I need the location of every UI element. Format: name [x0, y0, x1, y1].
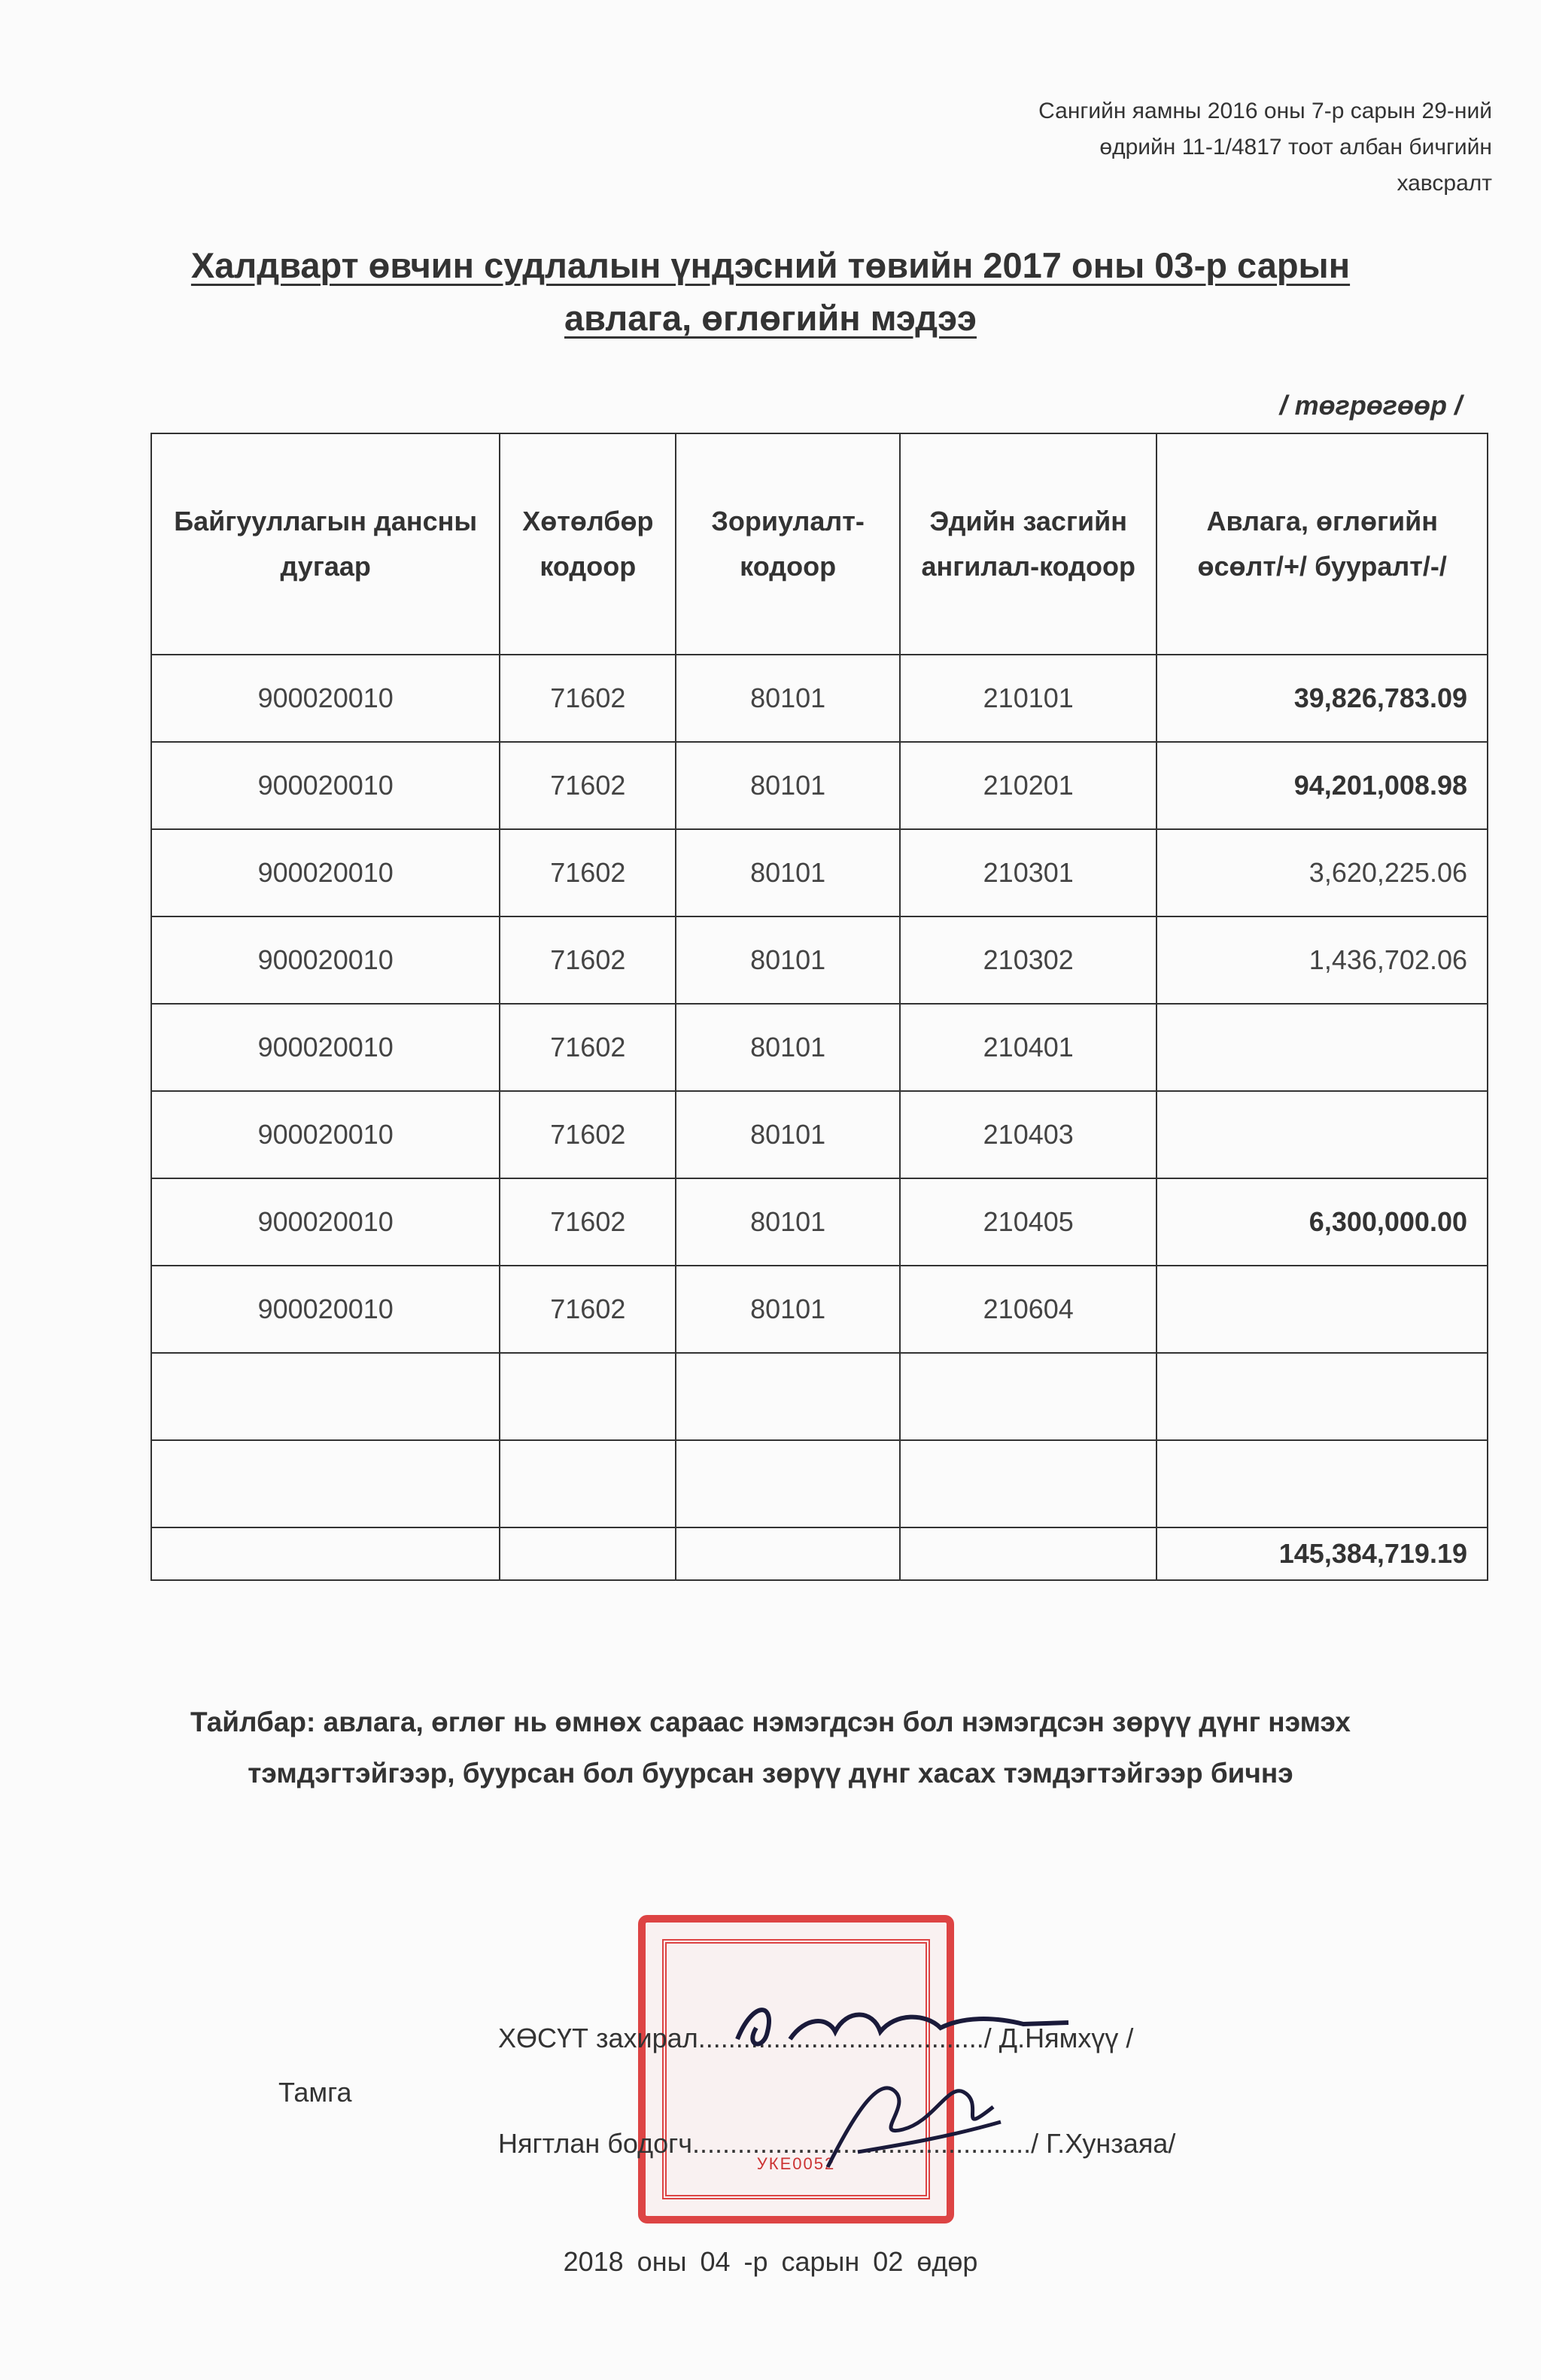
cell-purpose — [676, 1440, 900, 1527]
cell-amount — [1157, 1266, 1488, 1353]
stamp-code: УКЕ0052 — [756, 2154, 836, 2173]
cell-account: 900020010 — [151, 1178, 500, 1266]
cell-purpose — [676, 1353, 900, 1440]
cell-account — [151, 1440, 500, 1527]
cell-amount — [1157, 1440, 1488, 1527]
cell-purpose: 80101 — [676, 742, 900, 829]
table-row — [151, 742, 1488, 829]
cell-purpose: 80101 — [676, 1004, 900, 1091]
note-line-2: тэмдэгтэйгээр, буурсан бол буурсан зөрүү дүнг хасах тэмдэгтэйгээр бичнэ — [248, 1758, 1293, 1789]
cell-amount: 6,300,000.00 — [1157, 1178, 1488, 1266]
total-empty-cell — [500, 1527, 676, 1580]
total-amount: 145,384,719.19 — [1157, 1527, 1488, 1580]
cell-amount: 3,620,225.06 — [1157, 829, 1488, 916]
cell-econ: 210201 — [900, 742, 1157, 829]
cell-program: 71602 — [500, 1091, 676, 1178]
cell-amount — [1157, 1004, 1488, 1091]
cell-purpose: 80101 — [676, 829, 900, 916]
total-empty-cell — [151, 1527, 500, 1580]
total-empty-cell — [676, 1527, 900, 1580]
table-row — [151, 1266, 1488, 1353]
cell-econ: 210401 — [900, 1004, 1157, 1091]
unit-label: / төгрөгөөр / — [1279, 390, 1462, 421]
table-row — [151, 1004, 1488, 1091]
reference-note — [1038, 93, 1492, 202]
table-row — [151, 655, 1488, 742]
table-row — [151, 1440, 1488, 1527]
stamp-label: Тамга — [278, 2077, 352, 2108]
cell-program: 71602 — [500, 1004, 676, 1091]
header-amount: Авлага, өглөгийн өсөлт/+/ бууралт/-/ — [1157, 433, 1488, 655]
cell-amount: 94,201,008.98 — [1157, 742, 1488, 829]
cell-program: 71602 — [500, 1266, 676, 1353]
director-signature — [722, 1986, 1084, 2069]
total-empty-cell — [900, 1527, 1157, 1580]
table-row — [151, 829, 1488, 916]
cell-econ: 210302 — [900, 916, 1157, 1004]
accountant-signature-line: Нягтлан бодогч............................................./ Г.Хунзаяа/ — [498, 2128, 1176, 2159]
table-row — [151, 1353, 1488, 1440]
cell-program: 71602 — [500, 655, 676, 742]
reference-line-3: хавсралт — [1397, 171, 1492, 196]
cell-account — [151, 1353, 500, 1440]
cell-econ — [900, 1440, 1157, 1527]
cell-purpose: 80101 — [676, 1266, 900, 1353]
cell-econ: 210301 — [900, 829, 1157, 916]
header-purpose: Зориулалт-кодоор — [676, 433, 900, 655]
receivables-table — [150, 433, 1488, 1581]
cell-program — [500, 1353, 676, 1440]
cell-purpose: 80101 — [676, 916, 900, 1004]
title-line-2: авлага, өглөгийн мэдээ — [564, 298, 977, 338]
total-row — [151, 1527, 1488, 1580]
cell-amount — [1157, 1353, 1488, 1440]
explanation-note — [0, 1697, 1541, 1799]
note-line-1: Тайлбар: авлага, өглөг нь өмнөх сараас нэмэгдсэн бол нэмэгдсэн зөрүү дүнг нэмэх — [190, 1707, 1351, 1737]
cell-account: 900020010 — [151, 655, 500, 742]
cell-program — [500, 1440, 676, 1527]
cell-program: 71602 — [500, 829, 676, 916]
cell-purpose: 80101 — [676, 1091, 900, 1178]
table-row — [151, 1178, 1488, 1266]
cell-account: 900020010 — [151, 1004, 500, 1091]
cell-account: 900020010 — [151, 1091, 500, 1178]
table-row — [151, 916, 1488, 1004]
accountant-signature — [813, 2062, 1023, 2182]
cell-econ: 210405 — [900, 1178, 1157, 1266]
director-signature-line: ХӨСҮТ захирал....................................../ Д.Нямхүү / — [498, 2023, 1134, 2053]
title-line-1: Халдварт өвчин судлалын үндэсний төвийн 2017 оны 03-р сарын — [190, 245, 1351, 285]
header-program: Хөтөлбөр кодоор — [500, 433, 676, 655]
cell-purpose: 80101 — [676, 655, 900, 742]
cell-purpose: 80101 — [676, 1178, 900, 1266]
reference-line-1: Сангийн яамны 2016 оны 7-р сарын 29-ний — [1038, 99, 1492, 123]
cell-amount: 1,436,702.06 — [1157, 916, 1488, 1004]
cell-econ: 210403 — [900, 1091, 1157, 1178]
document-date: 2018 оны 04 -р сарын 02 өдөр — [563, 2246, 978, 2277]
cell-amount: 39,826,783.09 — [1157, 655, 1488, 742]
cell-econ — [900, 1353, 1157, 1440]
table-body — [151, 655, 1488, 1580]
cell-program: 71602 — [500, 916, 676, 1004]
cell-program: 71602 — [500, 1178, 676, 1266]
reference-line-2: өдрийн 11-1/4817 тоот албан бичгийн — [1099, 135, 1492, 160]
cell-econ: 210604 — [900, 1266, 1157, 1353]
header-econ: Эдийн засгийн ангилал-кодоор — [900, 433, 1157, 655]
cell-program: 71602 — [500, 742, 676, 829]
cell-account: 900020010 — [151, 829, 500, 916]
header-account: Байгууллагын дансны дугаар — [151, 433, 500, 655]
cell-account: 900020010 — [151, 916, 500, 1004]
document-title — [0, 239, 1541, 345]
cell-econ: 210101 — [900, 655, 1157, 742]
table-header-row — [151, 433, 1488, 655]
table-row — [151, 1091, 1488, 1178]
cell-amount — [1157, 1091, 1488, 1178]
cell-account: 900020010 — [151, 1266, 500, 1353]
cell-account: 900020010 — [151, 742, 500, 829]
